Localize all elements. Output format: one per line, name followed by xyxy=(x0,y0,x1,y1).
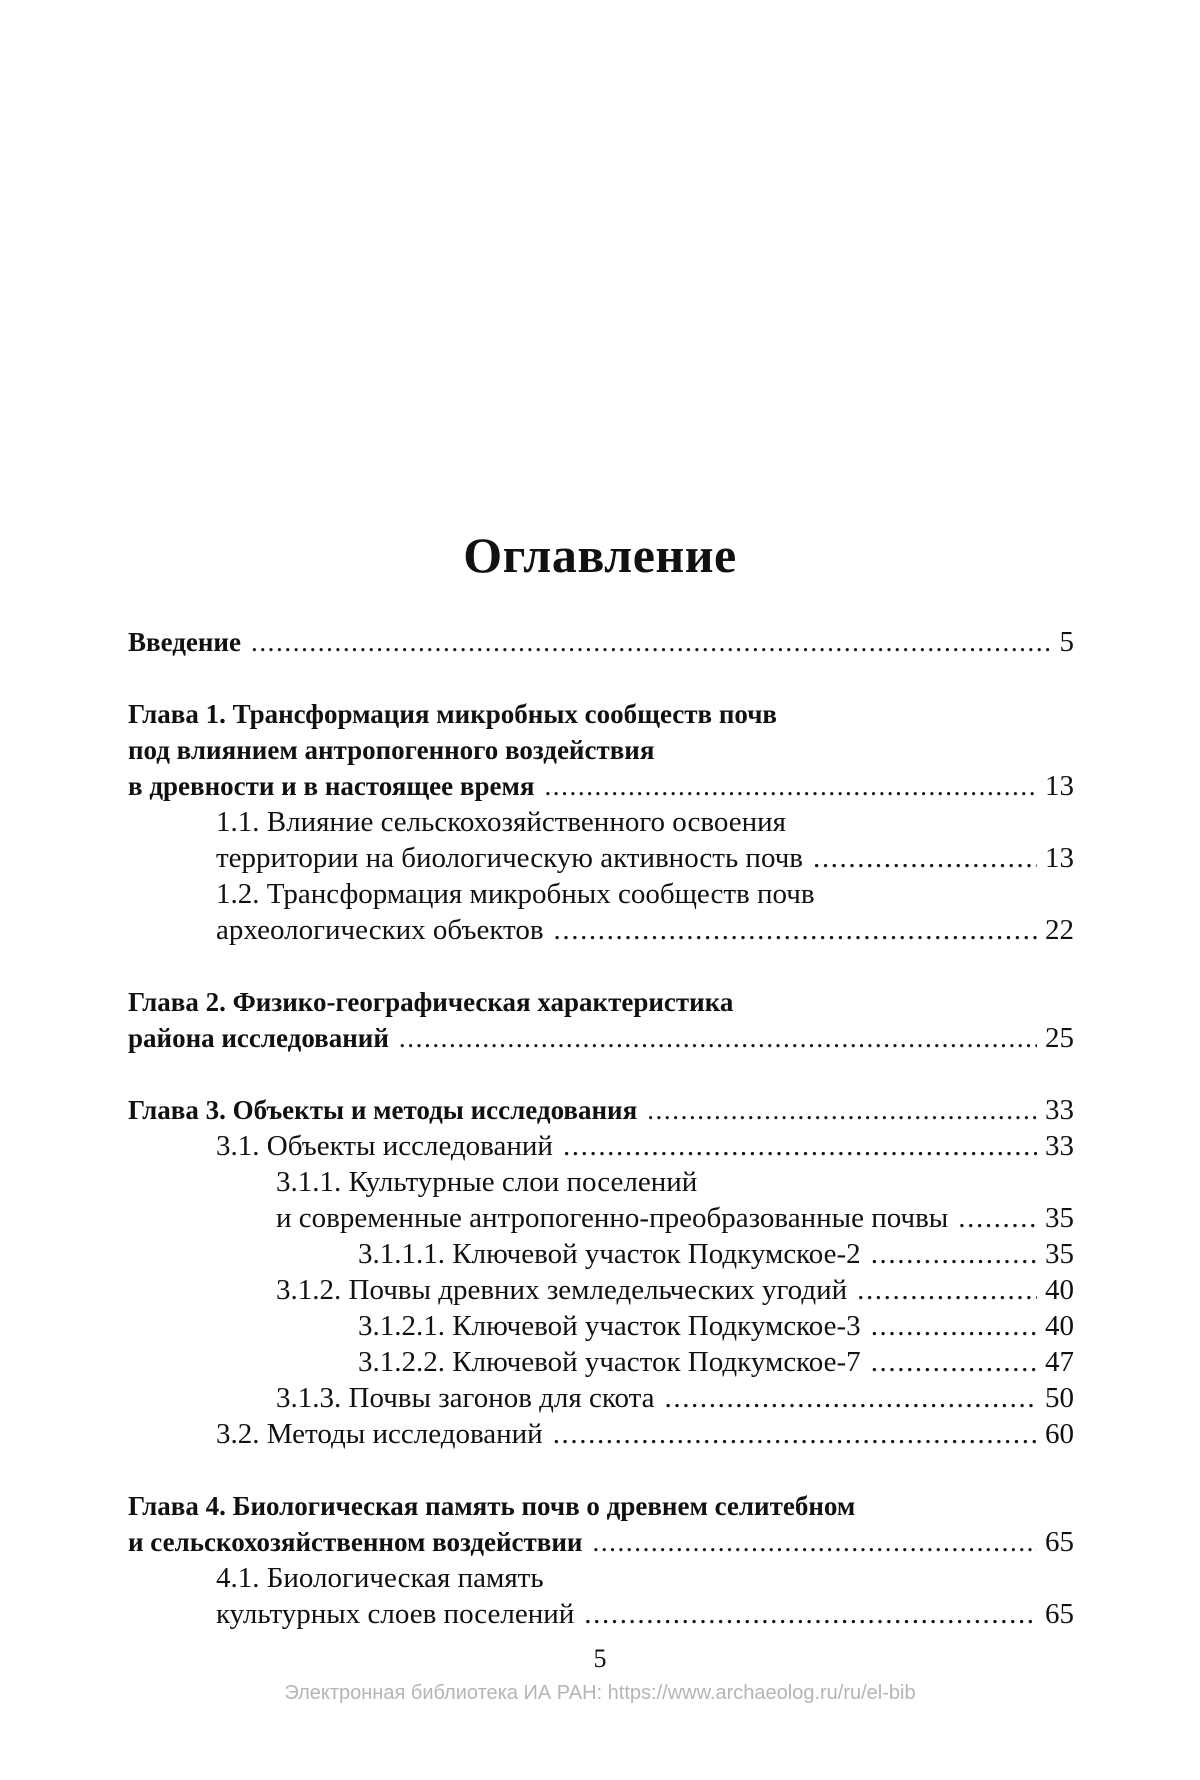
toc-page-number: 40 xyxy=(1045,1310,1074,1342)
toc-entry-text: 3.2. Методы исследований xyxy=(216,1418,543,1450)
dot-leader xyxy=(563,1128,1037,1164)
toc-entry-text: 3.1.2. Почвы древних земледельческих угодий xyxy=(276,1274,848,1306)
toc-section-1-2-line-1[interactable] xyxy=(128,876,1074,912)
toc-chapter-1-line-3[interactable] xyxy=(128,768,1074,804)
toc-entry-text: 1.1. Влияние сельскохозяйственного освоения xyxy=(216,806,786,838)
toc-page-number: 47 xyxy=(1045,1346,1074,1378)
toc-entry-text: 3.1.1.1. Ключевой участок Подкумское-2 xyxy=(358,1238,861,1270)
toc-page-number: 33 xyxy=(1045,1094,1074,1126)
toc-chapter-2-line-1[interactable] xyxy=(128,984,1074,1020)
toc-entry-text: Глава 2. Физико-географическая характеристика xyxy=(128,987,734,1017)
toc-section-1-1-line-2[interactable] xyxy=(128,840,1074,876)
toc-section-4-1-line-2[interactable] xyxy=(128,1596,1074,1632)
toc-entry-text: территории на биологическую активность почв xyxy=(216,842,803,874)
toc-entry-text: Введение xyxy=(128,627,241,657)
toc-section-4-1-line-1[interactable] xyxy=(128,1560,1074,1596)
toc-entry-text: культурных слоев поселений xyxy=(216,1598,575,1630)
toc-page-number: 13 xyxy=(1045,842,1074,874)
toc-section-3-1[interactable] xyxy=(128,1128,1074,1164)
toc-entry-introduction[interactable] xyxy=(128,624,1074,660)
toc-entry-text: Глава 3. Объекты и методы исследования xyxy=(128,1095,638,1125)
toc-page-number: 13 xyxy=(1045,770,1074,802)
toc-entry-text: и сельскохозяйственном воздействии xyxy=(128,1527,583,1557)
table-of-contents xyxy=(128,624,1074,1632)
toc-section-3-1-3[interactable] xyxy=(128,1380,1074,1416)
toc-entry-text: в древности и в настоящее время xyxy=(128,771,535,801)
toc-page-number: 25 xyxy=(1045,1022,1074,1054)
dot-leader xyxy=(399,1020,1037,1056)
toc-chapter-4-line-2[interactable] xyxy=(128,1524,1074,1560)
dot-leader xyxy=(871,1344,1037,1380)
dot-leader xyxy=(857,1272,1037,1308)
dot-leader xyxy=(647,1092,1037,1128)
toc-section-1-2-line-2[interactable] xyxy=(128,912,1074,948)
dot-leader xyxy=(251,624,1052,660)
toc-section-3-1-2-2[interactable] xyxy=(128,1344,1074,1380)
toc-chapter-1-line-1[interactable] xyxy=(128,696,1074,732)
library-footer: Электронная библиотека ИА РАН: https://www.archaeolog.ru/ru/el-bib xyxy=(284,1682,916,1704)
toc-entry-text: под влиянием антропогенного воздействия xyxy=(128,735,655,765)
toc-page-number: 50 xyxy=(1045,1382,1074,1414)
toc-section-1-1-line-1[interactable] xyxy=(128,804,1074,840)
dot-leader xyxy=(554,912,1037,948)
toc-section-3-1-2-1[interactable] xyxy=(128,1308,1074,1344)
dot-leader xyxy=(553,1416,1037,1452)
toc-section-3-1-1-line-1[interactable] xyxy=(128,1164,1074,1200)
toc-page-number: 65 xyxy=(1045,1526,1074,1558)
toc-chapter-3[interactable] xyxy=(128,1092,1074,1128)
toc-chapter-4-line-1[interactable] xyxy=(128,1488,1074,1524)
toc-page-number: 60 xyxy=(1045,1418,1074,1450)
dot-leader xyxy=(592,1524,1037,1560)
toc-entry-text: и современные антропогенно-преобразованные почвы xyxy=(276,1202,949,1234)
toc-page-number: 35 xyxy=(1045,1238,1074,1270)
toc-section-3-1-1-line-2[interactable] xyxy=(128,1200,1074,1236)
toc-entry-text: 1.2. Трансформация микробных сообществ почв xyxy=(216,878,815,910)
toc-chapter-2-line-2[interactable] xyxy=(128,1020,1074,1056)
toc-section-3-2[interactable] xyxy=(128,1416,1074,1452)
toc-entry-text: Глава 4. Биологическая память почв о древнем селитебном xyxy=(128,1491,856,1521)
toc-page-number: 65 xyxy=(1045,1598,1074,1630)
toc-page-number: 40 xyxy=(1045,1274,1074,1306)
toc-entry-text: 3.1.1. Культурные слои поселений xyxy=(276,1166,698,1198)
toc-page-number: 5 xyxy=(1059,626,1074,658)
toc-entry-text: 3.1.2.1. Ключевой участок Подкумское-3 xyxy=(358,1310,861,1342)
toc-page-number: 35 xyxy=(1045,1202,1074,1234)
page-title: Оглавление xyxy=(463,527,737,583)
page-number: 5 xyxy=(593,1644,607,1673)
toc-entry-text: 3.1.3. Почвы загонов для скота xyxy=(276,1382,655,1414)
dot-leader xyxy=(584,1596,1037,1632)
toc-entry-text: района исследований xyxy=(128,1023,389,1053)
toc-page-number: 22 xyxy=(1045,914,1074,946)
toc-chapter-1-line-2[interactable] xyxy=(128,732,1074,768)
toc-section-3-1-1-1[interactable] xyxy=(128,1236,1074,1272)
dot-leader xyxy=(544,768,1037,804)
dot-leader xyxy=(665,1380,1038,1416)
toc-entry-text: Глава 1. Трансформация микробных сообществ почв xyxy=(128,699,778,729)
dot-leader xyxy=(813,840,1037,876)
dot-leader xyxy=(871,1236,1037,1272)
toc-entry-text: 4.1. Биологическая память xyxy=(216,1562,544,1594)
toc-entry-text: 3.1. Объекты исследований xyxy=(216,1130,553,1162)
toc-entry-text: 3.1.2.2. Ключевой участок Подкумское-7 xyxy=(358,1346,861,1378)
dot-leader xyxy=(958,1200,1037,1236)
toc-page-number: 33 xyxy=(1045,1130,1074,1162)
toc-entry-text: археологических объектов xyxy=(216,914,544,946)
dot-leader xyxy=(871,1308,1037,1344)
toc-section-3-1-2[interactable] xyxy=(128,1272,1074,1308)
